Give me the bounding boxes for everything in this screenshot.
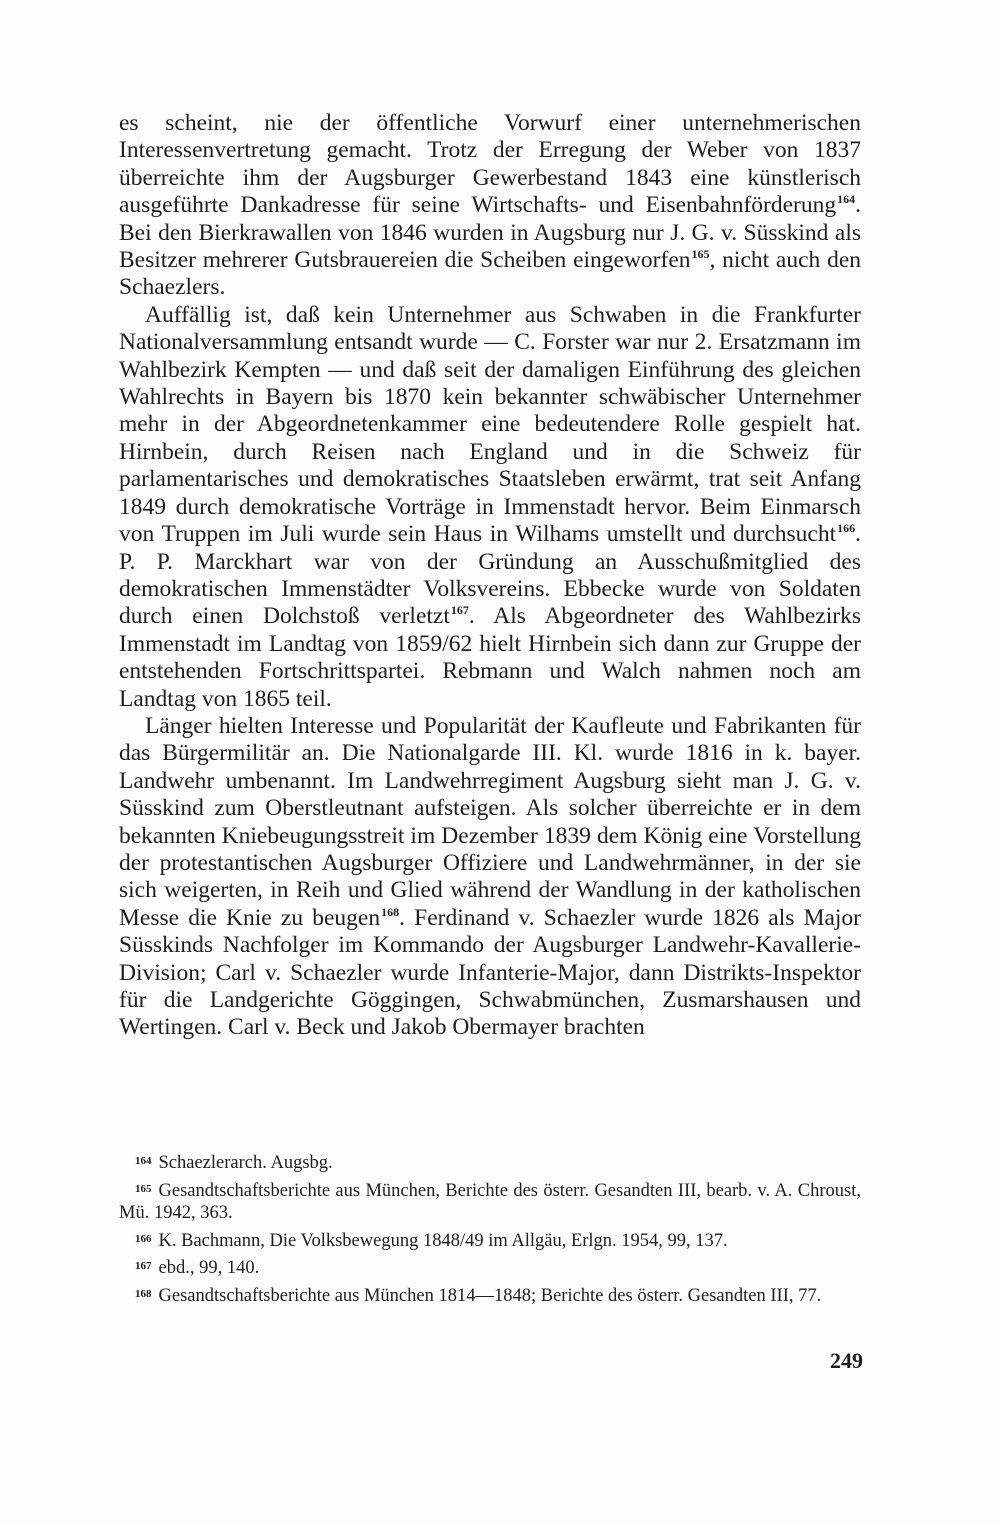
page-number: 249 xyxy=(830,1348,863,1373)
footnote-text: Gesandtschaftsberichte aus München, Berichte des österr. Gesandten III, bearb. v. A. Chroust, Mü. 1942, 363. xyxy=(119,1180,861,1223)
paragraph-1 xyxy=(119,110,861,302)
footnote-ref-168: 168 xyxy=(381,904,400,919)
paragraph-3 xyxy=(119,713,861,1042)
paragraph-2 xyxy=(119,302,861,713)
footnote-text: K. Bachmann, Die Volksbewegung 1848/49 im Allgäu, Erlgn. 1954, 99, 137. xyxy=(158,1230,728,1251)
paragraph-text: . Ferdinand v. Schaezler wurde 1826 als Major Süsskinds Nachfolger im Kommando der Augsburger Landwehr-Kavallerie-Division; Carl v. Schaezler wurde Infanterie-Major, dann Distrikts-Inspektor für die Landgerichte Göggingen, Schwabmünchen, Zusmarshausen und Wertingen. Carl v. Beck und Jakob Obermayer brachten xyxy=(119,904,861,1041)
footnote-number: 166 xyxy=(135,1232,152,1245)
footnote-number: 168 xyxy=(135,1287,152,1300)
paragraph-text: Länger hielten Interesse und Popularität der Kaufleute und Fabrikanten für das Bürgermilitär an. Die Nationalgarde III. Kl. wurde 1816 in k. bayer. Landwehr umbenannt. Im Landwehrregiment Augsburg sieht man J. G. v. Süsskind zum Oberstleutnant aufsteigen. Als solcher überreichte er in dem bekannten Kniebeugungsstreit im Dezember 1839 dem König eine Vorstellung der protestantischen Augsburger Offiziere und Landwehrmänner, in der sie sich weigerten, in Reih und Glied während der Wandlung in der katholischen Messe die Knie zu beugen xyxy=(119,712,861,931)
footnote-text: Schaezlerarch. Augsbg. xyxy=(158,1153,333,1173)
footnote-ref-165: 165 xyxy=(691,247,710,262)
footnote-number: 167 xyxy=(135,1260,152,1272)
paragraph-text: . Als Abgeordneter des Wahlbezirks Immenstadt im Landtag von 1859/62 hielt Hirnbein sich dann zur Gruppe der entstehenden Fortschrittspartei. Rebmann und Walch nahmen noch am Landtag von 1865 teil. xyxy=(119,603,861,712)
footnote-number: 164 xyxy=(135,1155,152,1167)
body-text xyxy=(119,110,861,1042)
paragraph-text: Auffällig ist, daß kein Unternehmer aus Schwaben in die Frankfurter Nationalversammlung entsandt wurde — C. Forster war nur 2. Ersatzmann im Wahlbezirk Kempten — und daß seit der damaligen Einführung des gleichen Wahlrechts in Bayern bis 1870 kein bekannter schwäbischer Unternehmer mehr in der Abgeordnetenkammer eine bedeutendere Rolle gespielt hat. Hirnbein, durch Reisen nach England und in die Schweiz für parlamentarisches und demokratisches Staatsleben erwärmt, trat seit Anfang 1849 durch demokratische Vorträge in Immenstadt hervor. Beim Einmarsch von Truppen im Juli wurde sein Haus in Wilhams umstellt und durchsucht xyxy=(119,301,861,548)
footnote-ref-164: 164 xyxy=(837,192,856,207)
footnote-text: Gesandtschaftsberichte aus München 1814—1848; Berichte des österr. Gesandten III, 77. xyxy=(158,1285,822,1306)
paragraph-text: . P. P. Marckhart war von der Gründung an Ausschußmitglied des demokratischen Immenstädter Volksvereins. Ebbecke wurde von Soldaten durch einen Dolchstoß verletzt xyxy=(119,521,861,630)
footnotes xyxy=(119,1150,861,1310)
footnote-text: ebd., 99, 140. xyxy=(158,1258,260,1278)
footnote-167 xyxy=(119,1255,861,1280)
footnote-ref-167: 167 xyxy=(450,603,469,618)
footnote-166 xyxy=(119,1228,861,1253)
footnote-165 xyxy=(119,1178,861,1225)
footnote-164 xyxy=(119,1150,861,1175)
footnote-number: 165 xyxy=(135,1182,152,1195)
footnote-168 xyxy=(119,1283,861,1308)
footnote-ref-166: 166 xyxy=(837,521,856,536)
paragraph-text: . Bei den Bierkrawallen von 1846 wurden in Augsburg nur J. G. v. Süsskind als Besitzer mehrerer Gutsbrauereien die Scheiben eingeworfen xyxy=(119,192,861,274)
paragraph-text: es scheint, nie der öffentliche Vorwurf einer unternehmerischen Interessenvertretung gemacht. Trotz der Erregung der Weber von 1837 überreichte ihm der Augsburger Gewerbestand 1843 eine künstlerisch ausgeführte Dankadresse für seine Wirtschafts- und Eisenbahnförderung xyxy=(119,110,861,219)
paragraph-text: , nicht auch den Schaezlers. xyxy=(119,247,861,301)
